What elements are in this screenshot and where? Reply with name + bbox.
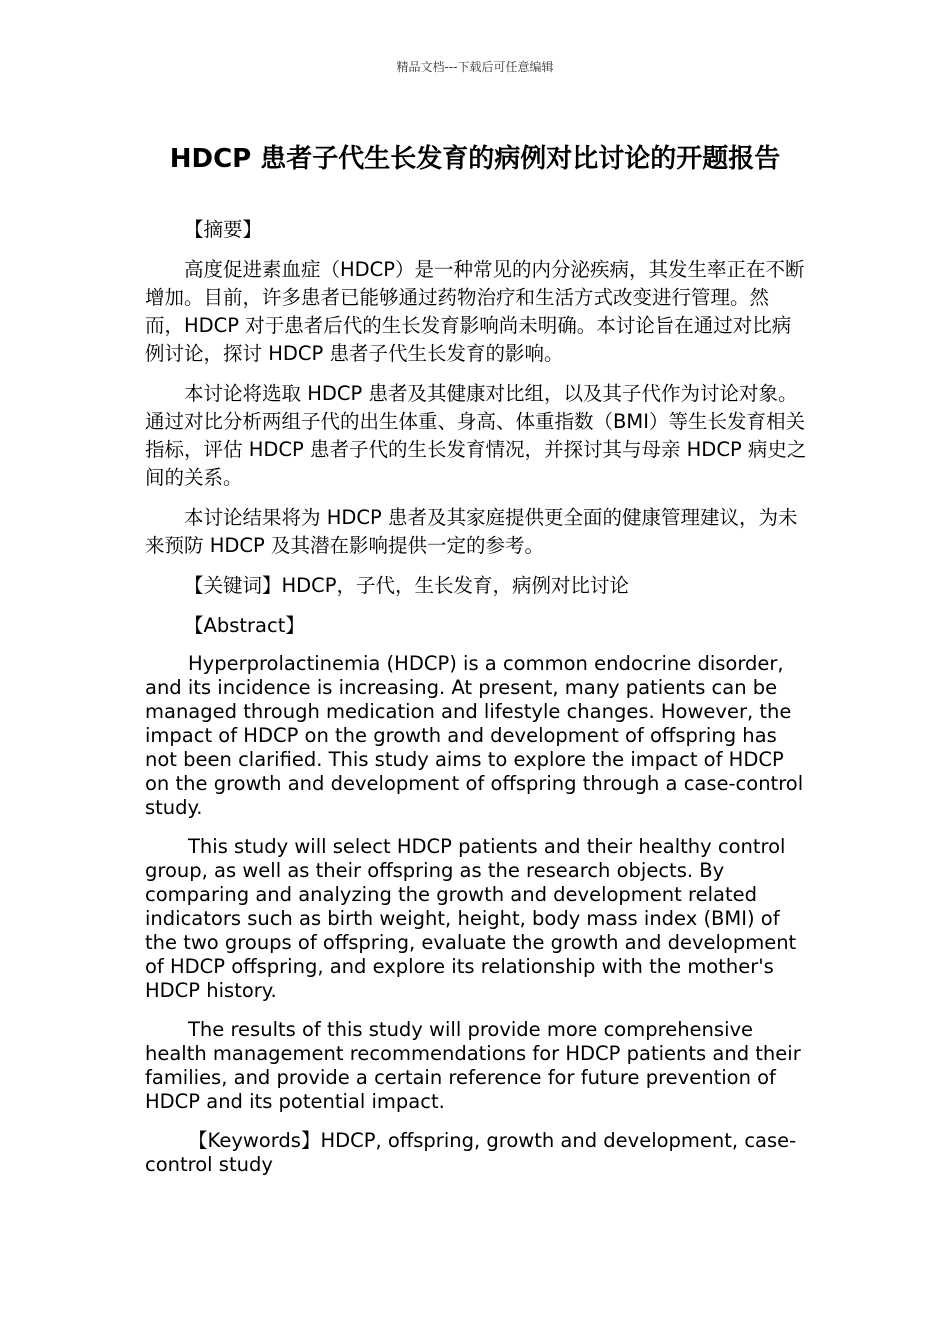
en-abstract-heading: 【Abstract】 [184, 614, 305, 637]
en-abstract-paragraph-3: The results of this study will provide more comprehensive health management recommendations for HDCP patients and their families, and provide a certain reference for future prevention of HDCP and its potential impact. [145, 1018, 801, 1113]
cn-abstract-paragraph-3: 本讨论结果将为 HDCP 患者及其家庭提供更全面的健康管理建议，为未来预防 HDCP 及其潜在影响提供一定的参考。 [145, 506, 798, 557]
page-header-note: 精品文档---下载后可任意编辑 [396, 60, 554, 74]
cn-abstract-paragraph-1: 高度促进素血症（HDCP）是一种常见的内分泌疾病，其发生率正在不断增加。目前，许多患者已能够通过药物治疗和生活方式改变进行管理。然而，HDCP 对于患者后代的生长发育影响尚未明确。本讨论旨在通过对比病例讨论，探讨 HDCP 患者子代生长发育的影响。 [145, 258, 805, 365]
en-abstract-paragraph-1: Hyperprolactinemia (HDCP) is a common endocrine disorder, and its incidence is increasing. At present, many patients can be managed through medication and lifestyle changes. However, the impact of HDCP on the growth and development of offspring has not been clarified. This study aims to explore the impact of HDCP on the growth and development of offspring through a case-control study. [145, 652, 804, 819]
cn-keywords: 【关键词】HDCP，子代，生长发育，病例对比讨论 [184, 574, 630, 597]
document-body [145, 216, 807, 1189]
document-title: HDCP 患者子代生长发育的病例对比讨论的开题报告 [169, 144, 781, 174]
cn-abstract-heading: 【摘要】 [184, 218, 263, 241]
cn-abstract-paragraph-2: 本讨论将选取 HDCP 患者及其健康对比组，以及其子代作为讨论对象。通过对比分析两组子代的出生体重、身高、体重指数（BMI）等生长发育相关指标，评估 HDCP 患者子代的生长发育情况，并探讨其与母亲 HDCP 病史之间的关系。 [145, 382, 807, 489]
en-keywords: 【Keywords】HDCP, offspring, growth and development, case-control study [145, 1129, 797, 1176]
en-abstract-paragraph-2: This study will select HDCP patients and their healthy control group, as well as their offspring as the research objects. By comparing and analyzing the growth and development related indicators such as birth weight, height, body mass index (BMI) of the two groups of offspring, evaluate the growth and development of HDCP offspring, and explore its relationship with the mother's HDCP history. [145, 835, 797, 1002]
